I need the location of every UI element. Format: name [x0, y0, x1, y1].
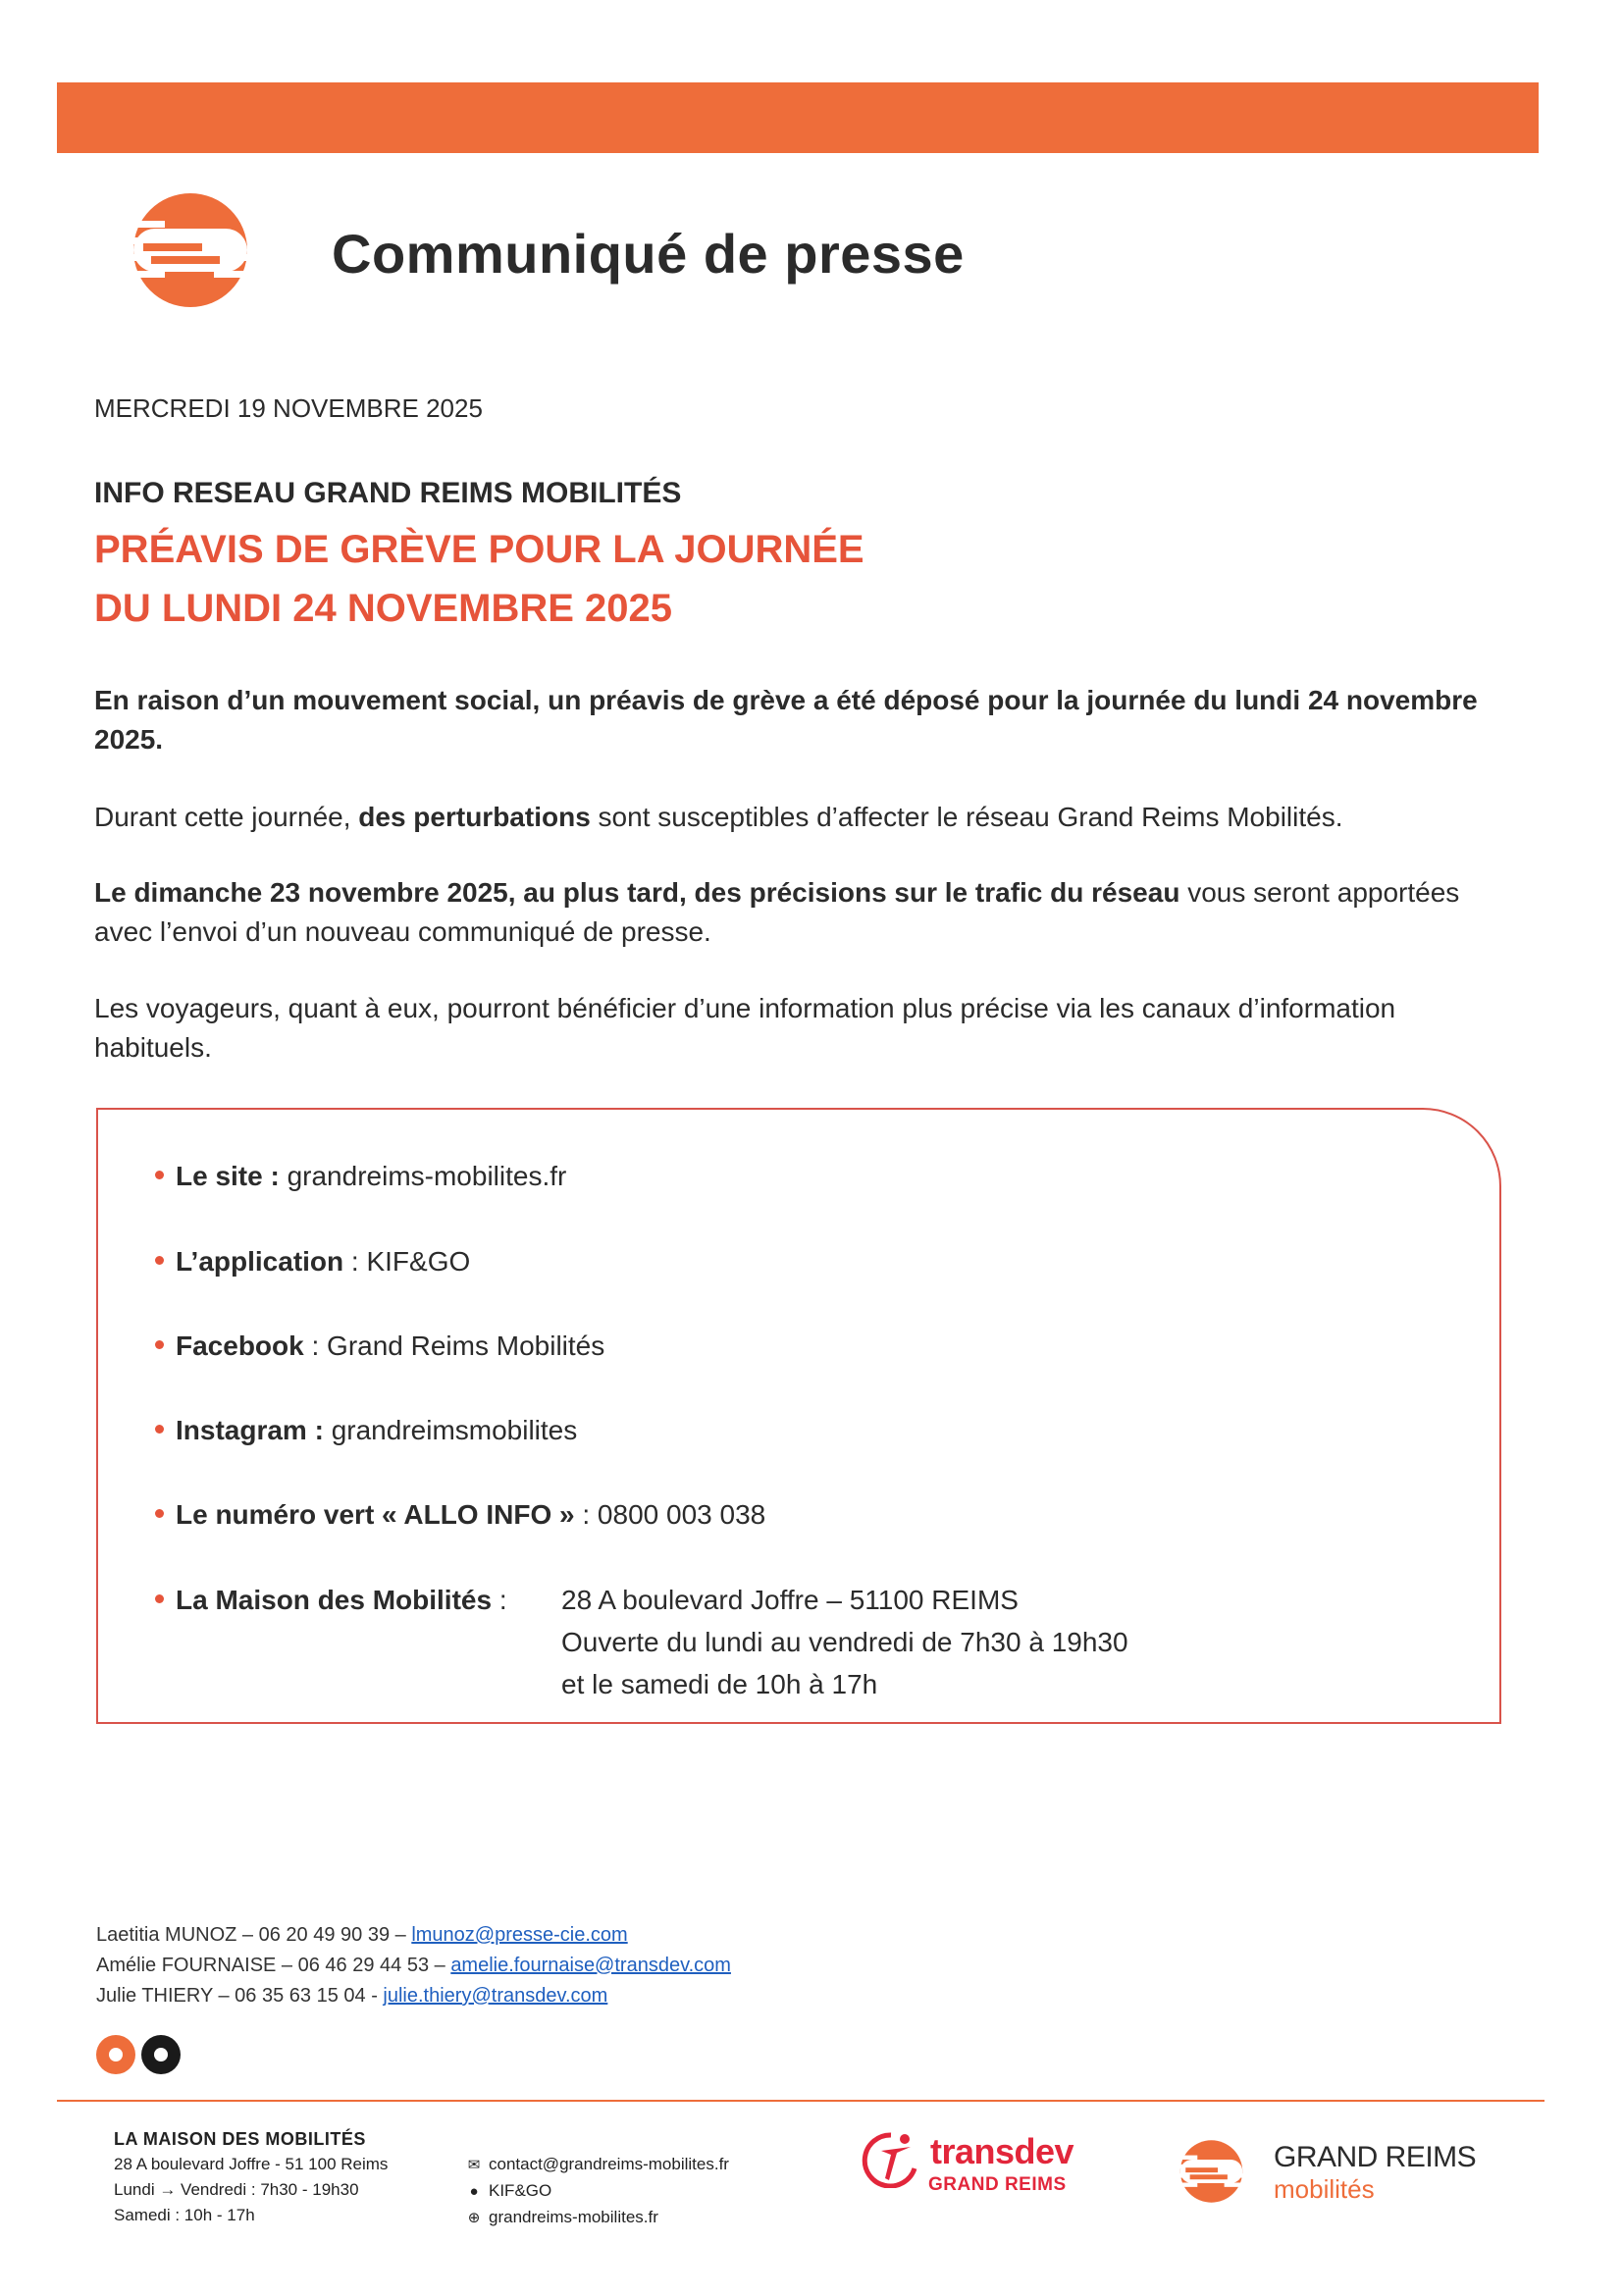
bullet-icon: [155, 1340, 164, 1349]
info-separator: :: [492, 1585, 507, 1615]
bullet-icon: [155, 1171, 164, 1179]
footer-hours-weekday: Lundi → Vendredi : 7h30 - 19h30: [114, 2180, 359, 2199]
paragraph-2-text-end: sont susceptibles d’affecter le réseau Grand Reims Mobilités.: [590, 802, 1343, 832]
info-channels-box: [96, 1108, 1501, 1724]
top-orange-bar: [57, 82, 1539, 153]
transdev-logo: [860, 2129, 1105, 2208]
info-value: : KIF&GO: [343, 1246, 471, 1277]
footer-maison-info: [114, 2126, 388, 2228]
footer-maison-title: LA MAISON DES MOBILITÉS: [114, 2129, 366, 2149]
info-item-instagram: [155, 1409, 577, 1451]
contact-email-link[interactable]: lmunoz@presse-cie.com: [411, 1924, 628, 1946]
headline-line-1: PRÉAVIS DE GRÈVE POUR LA JOURNÉE: [94, 528, 864, 571]
info-label: Facebook: [176, 1331, 304, 1361]
contact-text: Amélie FOURNAISE – 06 46 29 44 53 –: [96, 1955, 451, 1976]
contact-text: Julie THIERY – 06 35 63 15 04 -: [96, 1985, 384, 2007]
info-label: L’application: [176, 1246, 344, 1277]
footer-email-row: [465, 2152, 729, 2178]
bullet-icon: [155, 1256, 164, 1265]
grm-wordmark-line-2: mobilités: [1274, 2174, 1375, 2204]
paragraph-3-text: vous seront apportées avec l’envoi d’un nouveau communiqué de presse.: [94, 877, 1460, 947]
address-line-3: et le samedi de 10h à 17h: [561, 1669, 878, 1699]
info-item-phone: [155, 1493, 765, 1536]
info-item-maison: [155, 1579, 1431, 1706]
info-label: Le numéro vert « ALLO INFO »: [176, 1499, 575, 1530]
transdev-mark-icon: [860, 2129, 922, 2188]
footer-contact-info: [465, 2152, 729, 2231]
contact-text: Laetitia MUNOZ – 06 20 49 90 39 –: [96, 1924, 412, 1946]
info-value: : 0800 003 038: [574, 1499, 766, 1530]
paragraph-1: En raison d’un mouvement social, un préavis de grève a été déposé pour la journée du lundi 24 novembre 2025.: [94, 685, 1478, 755]
contact-row: [96, 1920, 731, 1951]
site-link[interactable]: grandreims-mobilites.fr: [279, 1161, 567, 1191]
address-line-2: Ouverte du lundi au vendredi de 7h30 à 19h30: [561, 1627, 1128, 1657]
footer-website[interactable]: grandreims-mobilites.fr: [489, 2208, 658, 2226]
info-value: : Grand Reims Mobilités: [303, 1331, 605, 1361]
address-line-1: 28 A boulevard Joffre – 51100 REIMS: [561, 1585, 1019, 1615]
contact-row: [96, 1951, 731, 1981]
bullet-icon: [155, 1509, 164, 1518]
paragraph-3-bold: Le dimanche 23 novembre 2025, au plus tard, des précisions sur le trafic du réseau: [94, 877, 1180, 908]
info-item-facebook: [155, 1325, 604, 1367]
info-value: grandreimsmobilites: [323, 1415, 578, 1445]
footer-app: KIF&GO: [489, 2181, 552, 2200]
info-label: Le site :: [176, 1161, 280, 1191]
footer-maison-address: 28 A boulevard Joffre - 51 100 Reims: [114, 2155, 389, 2173]
paragraph-2-bold: des perturbations: [358, 802, 591, 832]
double-circle-icon: [94, 2033, 184, 2076]
footer-web-row: [465, 2205, 729, 2231]
info-label: La Maison des Mobilités: [176, 1585, 493, 1615]
grm-wordmark-line-1: GRAND REIMS: [1274, 2141, 1477, 2173]
bullet-icon: [155, 1594, 164, 1603]
grand-reims-logo: [96, 191, 285, 309]
grand-reims-mark-icon: [1160, 2139, 1263, 2204]
app-store-icon: ●: [469, 2183, 479, 2200]
contact-email-link[interactable]: julie.thiery@transdev.com: [383, 1985, 608, 2007]
document-title: Communiqué de presse: [332, 223, 965, 285]
footer-hours-saturday: Samedi : 10h - 17h: [114, 2206, 255, 2224]
contact-email-link[interactable]: amelie.fournaise@transdev.com: [450, 1955, 731, 1976]
contact-row: [96, 1981, 731, 2011]
paragraph-4: Les voyageurs, quant à eux, pourront bénéficier d’une information plus précise via les canaux d’information habituels.: [94, 993, 1396, 1063]
headline: [94, 520, 864, 638]
paragraph-2-text: Durant cette journée,: [94, 802, 359, 832]
press-contacts: [96, 1920, 731, 2011]
info-item-site: [155, 1155, 566, 1197]
mail-icon: ✉: [467, 2157, 481, 2173]
footer-app-row: [465, 2178, 729, 2205]
kicker: INFO RESEAU GRAND REIMS MOBILITÉS: [94, 477, 682, 509]
info-label: Instagram :: [176, 1415, 324, 1445]
info-item-app: [155, 1240, 470, 1282]
footer-divider: [57, 2100, 1544, 2102]
transdev-wordmark: transdev: [930, 2131, 1074, 2171]
footer-email[interactable]: contact@grandreims-mobilites.fr: [489, 2155, 729, 2173]
bullet-icon: [155, 1425, 164, 1434]
maison-address: [561, 1579, 1150, 1705]
paragraph-3: [94, 873, 1488, 952]
globe-icon: ⊕: [467, 2210, 481, 2226]
release-date: MERCREDI 19 NOVEMBRE 2025: [94, 393, 483, 423]
headline-line-2: DU LUNDI 24 NOVEMBRE 2025: [94, 587, 673, 630]
paragraph-2: [94, 798, 1488, 837]
grand-reims-mobilites-logo: [1160, 2139, 1513, 2218]
transdev-subtitle: GRAND REIMS: [928, 2174, 1067, 2195]
